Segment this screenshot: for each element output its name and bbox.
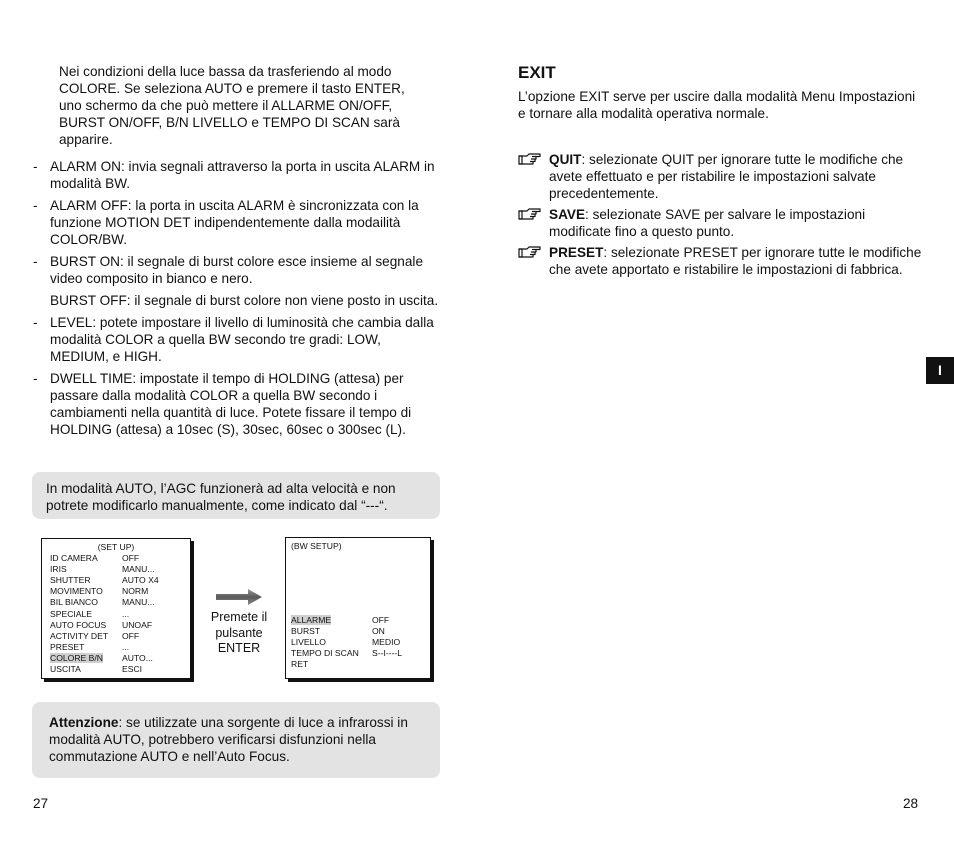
option-text: : selezionate SAVE per salvare le impostazioni modificate fino a questo punto.	[549, 207, 866, 239]
bullet-text: BURST ON: il segnale di burst colore esce insieme al segnale video composito in bianco e nero.	[50, 254, 423, 286]
menu-row	[42, 553, 190, 564]
menu-value: OFF	[372, 615, 390, 626]
menu-key: BIL BIANCO	[50, 597, 98, 608]
exit-option-save	[518, 206, 930, 240]
menu-row	[286, 648, 430, 659]
menu-value: AUTO...	[122, 652, 153, 663]
list-item	[33, 370, 443, 438]
list-item	[33, 158, 443, 192]
menu-value: MEDIO	[372, 637, 401, 648]
menu-value: OFF	[122, 630, 140, 641]
menu-key: ID CAMERA	[50, 553, 98, 564]
bw-setup-menu-screen	[285, 537, 431, 679]
menu-row	[42, 609, 190, 620]
menu-key-highlighted: ALLARME	[291, 615, 332, 626]
menu-key: PRESET	[50, 641, 85, 652]
bullet-marker: -	[33, 371, 38, 386]
auto-mode-note	[32, 472, 440, 519]
menu-row	[42, 631, 190, 642]
menu-row	[42, 664, 190, 675]
menu-key: RET	[291, 659, 309, 670]
exit-description: L’opzione EXIT serve per uscire dalla modalità Menu Impostazioni e tornare alla modalità operativa normale.	[518, 89, 916, 121]
menu-value: NORM	[122, 586, 149, 597]
attention-label: Attenzione	[49, 715, 119, 730]
bullet-text: DWELL TIME: impostate il tempo di HOLDING (attesa) per passare dalla modalità COLOR a quella BW secondo i cambiamenti nella quantità di luce. Potete fissare il tempo di HOLDING (attesa) a 10sec (S), 30sec, 60sec o 300sec (L).	[50, 371, 412, 437]
setup-menu-screen	[41, 538, 191, 679]
pointing-hand-icon	[518, 244, 542, 260]
menu-key: USCITA	[50, 664, 81, 675]
attention-note	[32, 702, 440, 778]
menu-row	[286, 659, 430, 670]
exit-option-quit	[518, 151, 930, 202]
menu-key: AUTO FOCUS	[50, 619, 107, 630]
pointing-hand-icon	[518, 151, 542, 167]
setup-menu-title: (SET UP)	[97, 542, 135, 552]
menu-row	[42, 575, 190, 586]
menu-key: LIVELLO	[291, 637, 326, 648]
menu-key: MOVIMENTO	[50, 586, 103, 597]
menu-row	[286, 637, 430, 648]
section-title: EXIT	[518, 63, 556, 82]
bw-menu-title: (BW SETUP)	[291, 541, 342, 551]
bullet-marker: -	[33, 198, 38, 213]
exit-options-list	[518, 151, 930, 282]
menu-row	[42, 564, 190, 575]
menu-row	[42, 586, 190, 597]
bullet-text: ALARM OFF: la porta in uscita ALARM è sincronizzata con la funzione MOTION DET indipendentemente dalla modailità COLOR/BW.	[50, 198, 419, 247]
menu-key: IRIS	[50, 564, 67, 575]
list-item	[33, 292, 443, 309]
menu-value: S--I----L	[372, 648, 403, 659]
menu-key: BURST	[291, 626, 321, 637]
page-number-right: 28	[903, 796, 919, 811]
settings-bullet-list	[33, 158, 443, 443]
option-text: : selezionate QUIT per ignorare tutte le modifiche che avete effettuato e per ristabilire le impostazioni salvate precedentemente.	[549, 152, 904, 201]
language-tab: I	[926, 357, 954, 384]
option-label: PRESET	[549, 245, 604, 260]
attention-text: : se utilizzate una sorgente di luce a infrarossi in modalità AUTO, potrebbero verificarsi disfunzioni nella commutazione AUTO e nell’Auto Focus.	[49, 715, 408, 764]
page-number-left: 27	[33, 796, 49, 811]
menu-key: SPECIALE	[50, 608, 93, 619]
option-label: QUIT	[549, 152, 582, 167]
bullet-marker: -	[33, 254, 38, 269]
list-item	[33, 314, 443, 365]
menu-key: TEMPO DI SCAN	[291, 648, 359, 659]
menu-row-highlighted	[42, 653, 190, 664]
option-label: SAVE	[549, 207, 586, 222]
option-text: : selezionate PRESET per ignorare tutte le modifiche che avete apportato e ristabilire le impostazioni di fabbrica.	[549, 245, 922, 277]
menu-value: MANU...	[122, 597, 155, 608]
enter-caption: Premete il pulsante ENTER	[210, 610, 268, 655]
menu-spacer	[286, 552, 430, 615]
auto-mode-note-text: In modalità AUTO, l’AGC funzionerà ad alta velocità e non potrete modificarlo manualmente, come indicato dal “---“.	[46, 481, 396, 513]
menu-value: ESCI	[122, 664, 143, 675]
menu-value: ...	[122, 608, 130, 619]
bullet-marker: -	[33, 159, 38, 174]
bullet-text: LEVEL: potete impostare il livello di luminosità che cambia dalla modalità COLOR a quella BW secondo tre gradi: LOW, MEDIUM, e HIGH.	[50, 315, 434, 364]
exit-option-preset	[518, 244, 930, 278]
bullet-text: ALARM ON: invia segnali attraverso la porta in uscita ALARM in modalità BW.	[50, 159, 435, 191]
bullet-text: BURST OFF: il segnale di burst colore non viene posto in uscita.	[50, 293, 439, 308]
menu-row	[42, 620, 190, 631]
menu-key: SHUTTER	[50, 575, 91, 586]
right-arrow-icon	[214, 588, 264, 606]
menu-value: OFF	[122, 553, 140, 564]
menu-value: ...	[122, 641, 130, 652]
menu-row	[286, 626, 430, 637]
menu-value: MANU...	[122, 564, 155, 575]
menu-row	[42, 642, 190, 653]
pointing-hand-icon	[518, 206, 542, 222]
menu-key-highlighted: COLORE B/N	[50, 652, 104, 663]
list-item	[33, 253, 443, 287]
menu-value: AUTO X4	[122, 575, 159, 586]
intro-paragraph: Nei condizioni della luce bassa da trasferiendo al modo COLORE. Se seleziona AUTO e premere il tasto ENTER, uno schermo da che può mettere il ALLARME ON/OFF, BURST ON/OFF, B/N LIVELLO e TEMPO DI SCAN sarà apparire.	[59, 64, 405, 147]
menu-row-highlighted	[286, 615, 430, 626]
menu-value: UNOAF	[122, 619, 153, 630]
menu-row	[42, 597, 190, 608]
menu-value: ON	[372, 626, 385, 637]
bullet-marker: -	[33, 315, 38, 330]
menu-key: ACTIVITY DET	[50, 630, 109, 641]
list-item	[33, 197, 443, 248]
